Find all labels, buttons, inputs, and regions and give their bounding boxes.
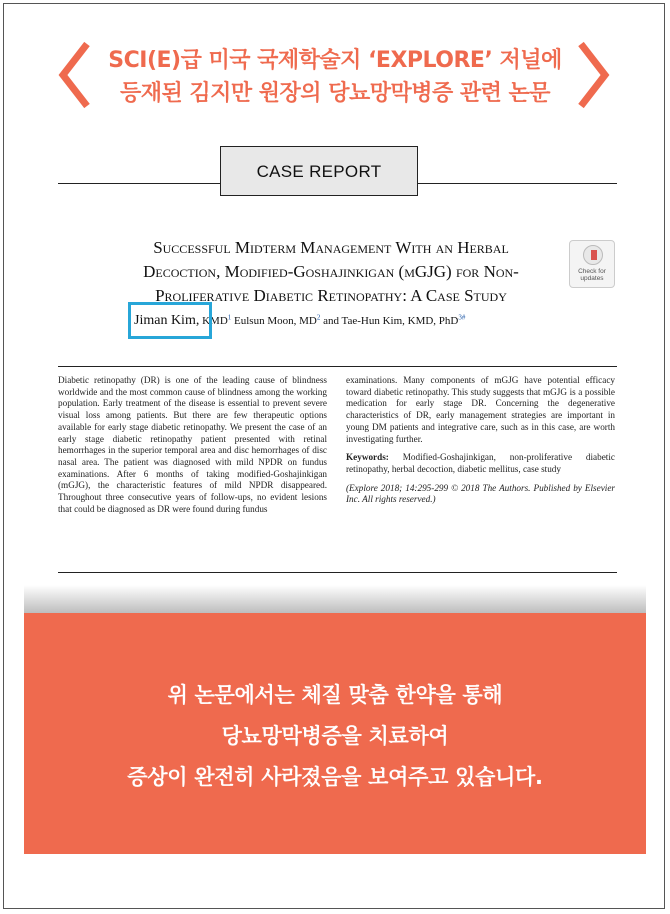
keywords-label: Keywords: (346, 452, 389, 463)
paper-title-line-3: Proliferative Diabetic Retinopathy: A Case Study (155, 286, 507, 305)
keywords-paragraph (346, 452, 615, 475)
abstract-column-right (346, 375, 615, 513)
badge-text (570, 268, 614, 282)
update-circle-icon (583, 245, 603, 265)
headline (0, 44, 670, 110)
author-first-degree: KMD (202, 315, 228, 327)
case-report-label: CASE REPORT (220, 146, 418, 196)
banner-line-2: 당뇨망막병증을 치료하여 (221, 724, 449, 748)
author-highlight-box (128, 302, 212, 339)
header-rule-left (58, 183, 220, 184)
paper-title-line-2: Decoction, Modified-Goshajinkigan (mGJG) for Non- (143, 262, 519, 281)
summary-banner (24, 613, 646, 854)
abstract-rule-top (58, 366, 617, 367)
header-rule-right (418, 183, 617, 184)
headline-line-1: SCI(E)급 미국 국제학술지 ‘EXPLORE’ 저널에 (108, 48, 562, 73)
check-for-updates-badge[interactable] (569, 240, 615, 288)
author-third: and Tae-Hun Kim, KMD, PhD (320, 315, 459, 327)
author-second: Eulsun Moon, MD (231, 315, 317, 327)
banner-shadow (24, 585, 646, 613)
abstract-text-left: Diabetic retinopathy (DR) is one of the leading cause of blindness worldwide and the most common cause of blindness among the working population. Early treatment of the disease is essential to prevent severe visual loss among patients. But there are few therapeutic options available for early stage diabetic retinopathy. We present the case of an early stage diabetic retinopathy patient presented with retinal hemorrhages in the superior temporal area and disc hemorrhages of disc nasal area. The patient was diagnosed with mild NPDR on fundus examinations. After 6 months of taking modified-Goshajinkigan (mGJG), the characteristic features of mild NPDR disappeared. Throughout three consecutive years of follow-ups, no evident lesions that could be diagnosed as DR were found during fundus (58, 375, 327, 514)
badge-text-line-1: Check for (578, 268, 606, 275)
abstract-column-left (58, 375, 327, 522)
keywords-text: Modified-Goshajinkigan, non-proliferative diabetic retinopathy, herbal decoction, diabetic mellitus, case study (346, 452, 615, 474)
author-affil-2: 2 (316, 313, 321, 322)
banner-line-3: 증상이 완전히 사라졌음을 보여주고 있습니다. (127, 765, 543, 789)
author-affil-3: 3# (458, 313, 466, 322)
abstract-rule-bottom (58, 572, 617, 573)
paper-title-line-1: Successful Midterm Management With an Herbal (153, 238, 509, 257)
paper-title (108, 236, 554, 308)
bookmark-icon (591, 250, 597, 260)
headline-line-2: 등재된 김지만 원장의 당뇨망막병증 관련 논문 (119, 81, 551, 106)
author-affil-1: 1 (227, 313, 232, 322)
abstract-text-right: examinations. Many components of mGJG have potential efficacy toward diabetic retinopathy. This study suggests that mGJG is a possible medication for early stage DR. Concerning the degenerative characteristics of DR, early management strategies are important in young DM patients and integrative care, such as in this case, are worth investigating further. (346, 375, 615, 444)
author-first: Jiman Kim, (134, 313, 200, 328)
banner-line-1: 위 논문에서는 체질 맞춤 한약을 통해 (167, 683, 503, 707)
citation-text: (Explore 2018; 14:295-299 © 2018 The Authors. Published by Elsevier Inc. All rights reserved.) (346, 482, 615, 505)
badge-text-line-2: updates (580, 275, 604, 282)
